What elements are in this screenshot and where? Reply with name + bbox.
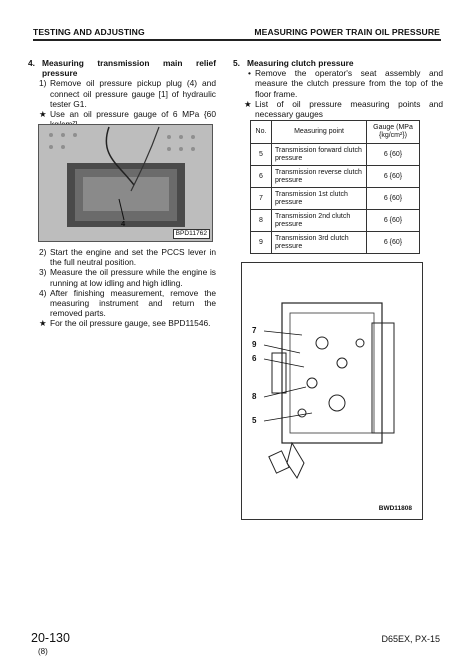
table-cell: Transmission reverse clutch pressure: [272, 166, 367, 188]
table-row: [251, 166, 420, 188]
table-cell: 8: [251, 210, 272, 232]
photo-id: BPD11762: [173, 229, 210, 239]
table-cell: 7: [251, 188, 272, 210]
drawing-illustration: [242, 263, 422, 519]
drawing-callout-6: 6: [252, 354, 257, 363]
step-2: 2) Start the engine and set the PCCS lever in the full neutral position.: [39, 247, 216, 268]
page-revision: (8): [38, 647, 48, 656]
drawing-callout-9: 9: [252, 340, 257, 349]
drawing-id: BWD11808: [378, 505, 412, 512]
table-cell: 6 {60}: [367, 166, 420, 188]
table-header-point: Measuring point: [272, 121, 367, 144]
table-cell: 6 {60}: [367, 210, 420, 232]
section-4-title: 4. Measuring transmission main relief pressure: [28, 58, 216, 79]
left-steps-after: [28, 247, 216, 329]
header-section-title: TESTING AND ADJUSTING: [33, 27, 145, 37]
drawing-callout-5: 5: [252, 416, 257, 425]
section-5-title: 5. Measuring clutch pressure: [233, 58, 354, 68]
photo-callout-4: 4: [121, 219, 126, 228]
left-column: [28, 58, 216, 129]
photo-illustration: [39, 125, 212, 241]
table-header-row: [251, 121, 420, 144]
header-topic-title: MEASURING POWER TRAIN OIL PRESSURE: [254, 27, 440, 37]
table-cell: 6 {60}: [367, 188, 420, 210]
bullet-remove-seat: • Remove the operator's seat assembly and measure the clutch pressure from the top of the floor frame.: [248, 68, 443, 99]
drawing-callout-7: 7: [252, 326, 257, 335]
table-cell: Transmission 3rd clutch pressure: [272, 232, 367, 254]
header-rule: [33, 39, 441, 41]
transmission-drawing: [241, 262, 423, 520]
note-gauge-reference: ★ For the oil pressure gauge, see BPD11546.: [39, 318, 211, 329]
page-number: 20-130: [31, 631, 70, 645]
table-cell: 9: [251, 232, 272, 254]
step-4: 4) After finishing measurement, remove the measuring instrument and return the removed parts.: [39, 287, 216, 319]
table-cell: Transmission 1st clutch pressure: [272, 188, 367, 210]
table-cell: 6 {60}: [367, 144, 420, 166]
table-cell: Transmission 2nd clutch pressure: [272, 210, 367, 232]
note-list: ★ List of oil pressure measuring points and necessary gauges: [244, 98, 443, 120]
table-cell: 6: [251, 166, 272, 188]
table-header-no: No.: [251, 121, 272, 144]
table-cell: 5: [251, 144, 272, 166]
table-row: [251, 188, 420, 210]
table-cell: 6 {60}: [367, 232, 420, 254]
table-header-gauge: Gauge (MPa {kg/cm²}): [367, 121, 420, 144]
drawing-callout-8: 8: [252, 392, 257, 401]
table-row: [251, 144, 420, 166]
table-cell: Transmission forward clutch pressure: [272, 144, 367, 166]
step-3: 3) Measure the oil pressure while the engine is running at low idling and high idling.: [39, 267, 216, 288]
gauge-table: [250, 120, 420, 254]
table-row: [251, 210, 420, 232]
right-column: [233, 58, 443, 119]
note-gauge: ★ Use an oil pressure gauge of 6 MPa {60: [39, 109, 216, 120]
machine-model: D65EX, PX-15: [381, 634, 440, 644]
table-row: [251, 232, 420, 254]
step-1: 1) Remove oil pressure pickup plug (4) and connect oil pressure gauge [1] of hydraulic tester G1.: [39, 78, 216, 109]
transmission-photo: [38, 124, 213, 242]
